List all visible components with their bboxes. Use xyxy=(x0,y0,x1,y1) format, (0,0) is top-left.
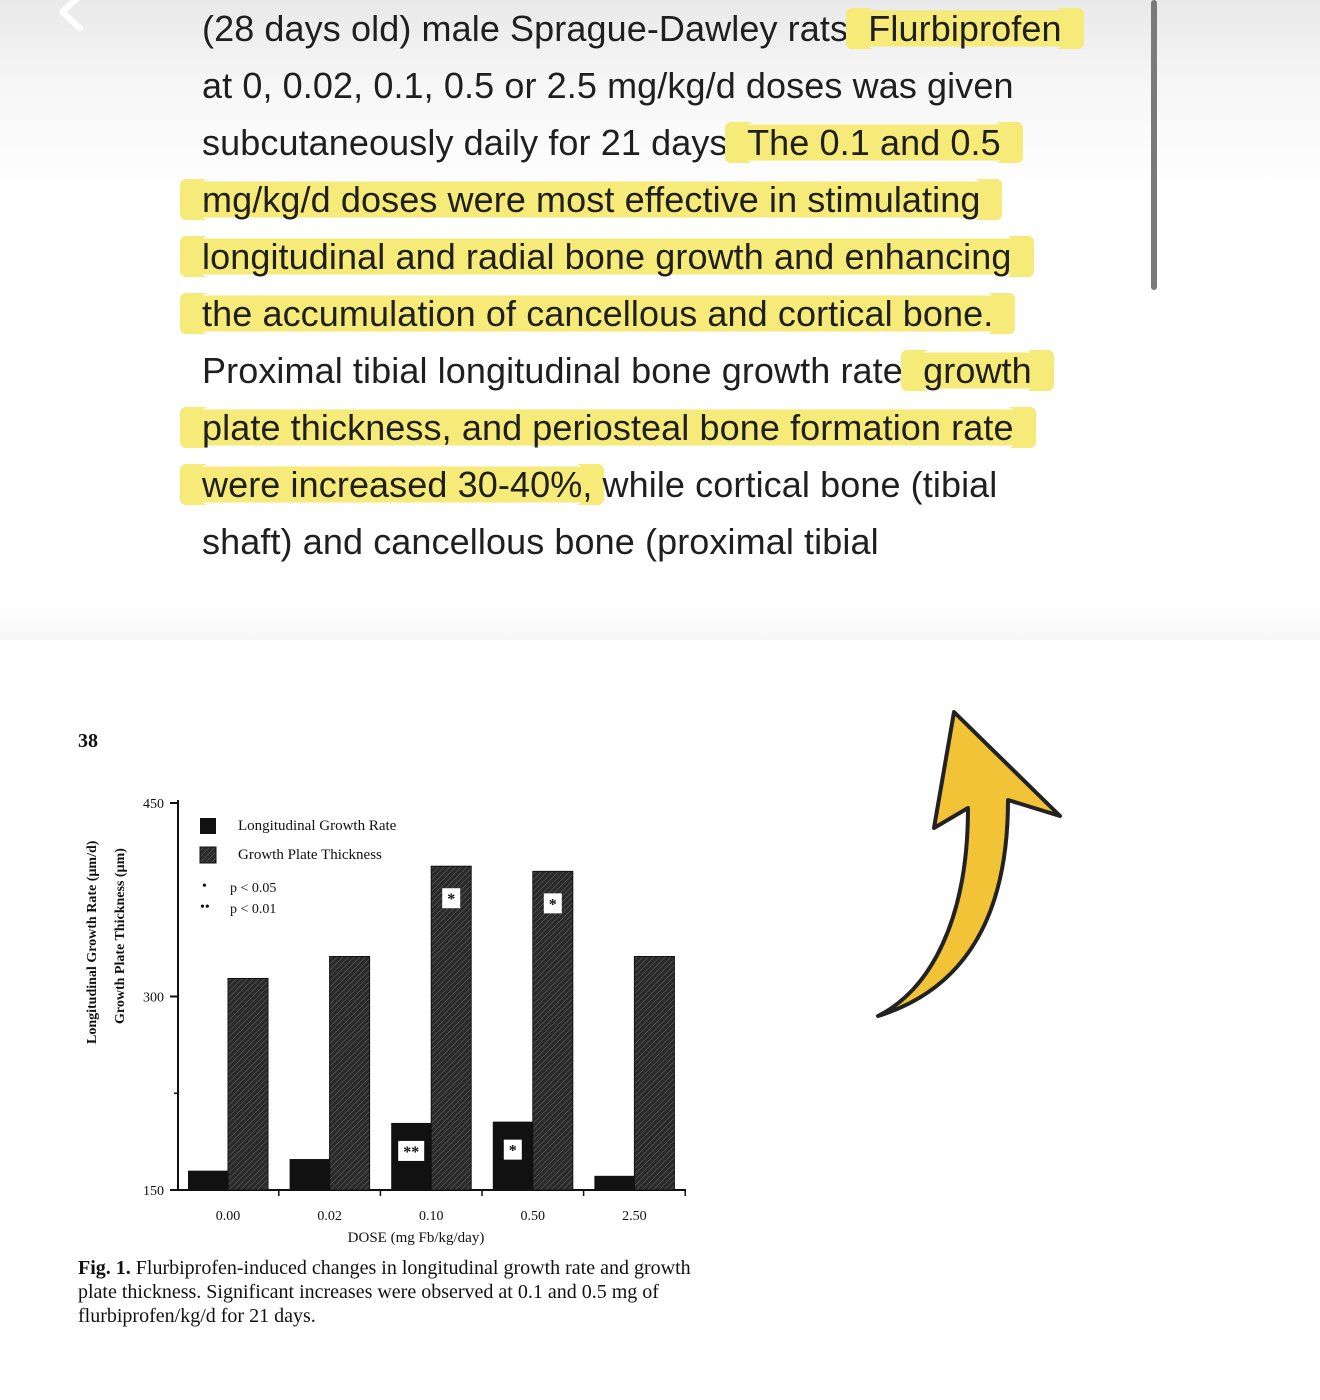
x-axis-label: DOSE (mg Fb/kg/day) xyxy=(347,1230,485,1246)
bar-chart xyxy=(0,700,720,1260)
highlighted-text: Flurbiprofen xyxy=(868,8,1062,49)
significance-symbol: • xyxy=(202,879,207,894)
legend-swatch-solid xyxy=(200,818,216,834)
caption-label: Fig. 1. xyxy=(78,1257,131,1279)
significance-symbol: •• xyxy=(200,900,210,915)
excerpt-line: (28 days old) male Sprague-Dawley rats. Flurbiprofen xyxy=(202,8,1062,49)
highlighted-text: The 0.1 and 0.5 xyxy=(747,122,1001,163)
highlighted-text: longitudinal and radial bone growth and enhancing xyxy=(202,236,1012,277)
excerpt-text xyxy=(202,0,1142,570)
bar-plate-thickness xyxy=(431,866,471,1190)
excerpt-line xyxy=(202,228,1142,285)
y-tick-label: 450 xyxy=(143,797,164,812)
significance-marker: * xyxy=(447,891,456,909)
scrollbar[interactable] xyxy=(1151,0,1157,290)
excerpt-line: Proximal tibial longitudinal bone growth rate, growth xyxy=(202,350,1032,391)
highlighted-text: growth xyxy=(923,350,1032,391)
significance-marker: ** xyxy=(403,1143,420,1161)
excerpt-line: were increased 30-40%, while cortical bone (tibial xyxy=(202,464,998,505)
significance-text: p < 0.01 xyxy=(230,902,277,917)
bar-plate-thickness xyxy=(634,957,674,1190)
bar-growth-rate xyxy=(290,1159,330,1190)
highlighted-text: mg/kg/d doses were most effective in stimulating xyxy=(202,179,981,220)
back-chevron-icon[interactable] xyxy=(52,0,92,32)
highlighted-text: the accumulation of cancellous and cortical bone. xyxy=(202,293,994,334)
significance-marker: * xyxy=(508,1142,517,1160)
x-tick-label: 0.50 xyxy=(520,1209,546,1224)
excerpt-line: at 0, 0.02, 0.1, 0.5 or 2.5 mg/kg/d doses was given xyxy=(202,65,1014,106)
y-axis-label-1: Longitudinal Growth Rate (µm/d) xyxy=(85,840,100,1044)
x-tick-label: 0.10 xyxy=(418,1209,444,1224)
yellow-arrow-icon xyxy=(870,700,1080,1030)
article-excerpt-panel xyxy=(0,0,1320,640)
chart-legend xyxy=(200,818,397,917)
y-tick-label: 300 xyxy=(143,990,164,1006)
bar-growth-rate xyxy=(594,1176,634,1190)
caption-text: Flurbiprofen-induced changes in longitudinal growth rate and growth plate thickness. Significant increases were observed at 0.1 and 0.5 mg of flurbiprofen/kg/d for 21 days. xyxy=(78,1257,691,1327)
significance-marker: * xyxy=(548,896,557,914)
bar-growth-rate xyxy=(188,1171,228,1190)
figure-caption xyxy=(78,1256,718,1328)
highlighted-text: plate thickness, and periosteal bone formation rate xyxy=(202,407,1014,448)
figure-scan xyxy=(0,700,1320,1400)
significance-text: p < 0.05 xyxy=(230,881,277,896)
bar-plate-thickness xyxy=(330,957,370,1190)
y-axis-label-2: Growth Plate Thickness (µm) xyxy=(113,848,128,1024)
excerpt-line: shaft) and cancellous bone (proximal tibial xyxy=(202,521,879,562)
excerpt-line: subcutaneously daily for 21 days. The 0.1 and 0.5 xyxy=(202,122,1001,163)
highlighted-text: were increased 30-40% xyxy=(202,464,583,505)
legend-label: Growth Plate Thickness xyxy=(238,847,382,863)
y-tick-label: 150 xyxy=(143,1184,164,1199)
bar-plate-thickness xyxy=(228,978,268,1190)
x-tick-label: 0.02 xyxy=(317,1209,342,1224)
bar-plate-thickness xyxy=(533,871,573,1190)
x-tick-label: 2.50 xyxy=(622,1209,647,1224)
excerpt-line xyxy=(202,399,1142,456)
page-number: 38 xyxy=(78,730,98,752)
legend-label: Longitudinal Growth Rate xyxy=(238,818,397,834)
excerpt-line xyxy=(202,285,1142,342)
excerpt-line xyxy=(202,171,1142,228)
legend-swatch-hatched xyxy=(200,847,216,863)
x-tick-label: 0.00 xyxy=(215,1209,241,1224)
